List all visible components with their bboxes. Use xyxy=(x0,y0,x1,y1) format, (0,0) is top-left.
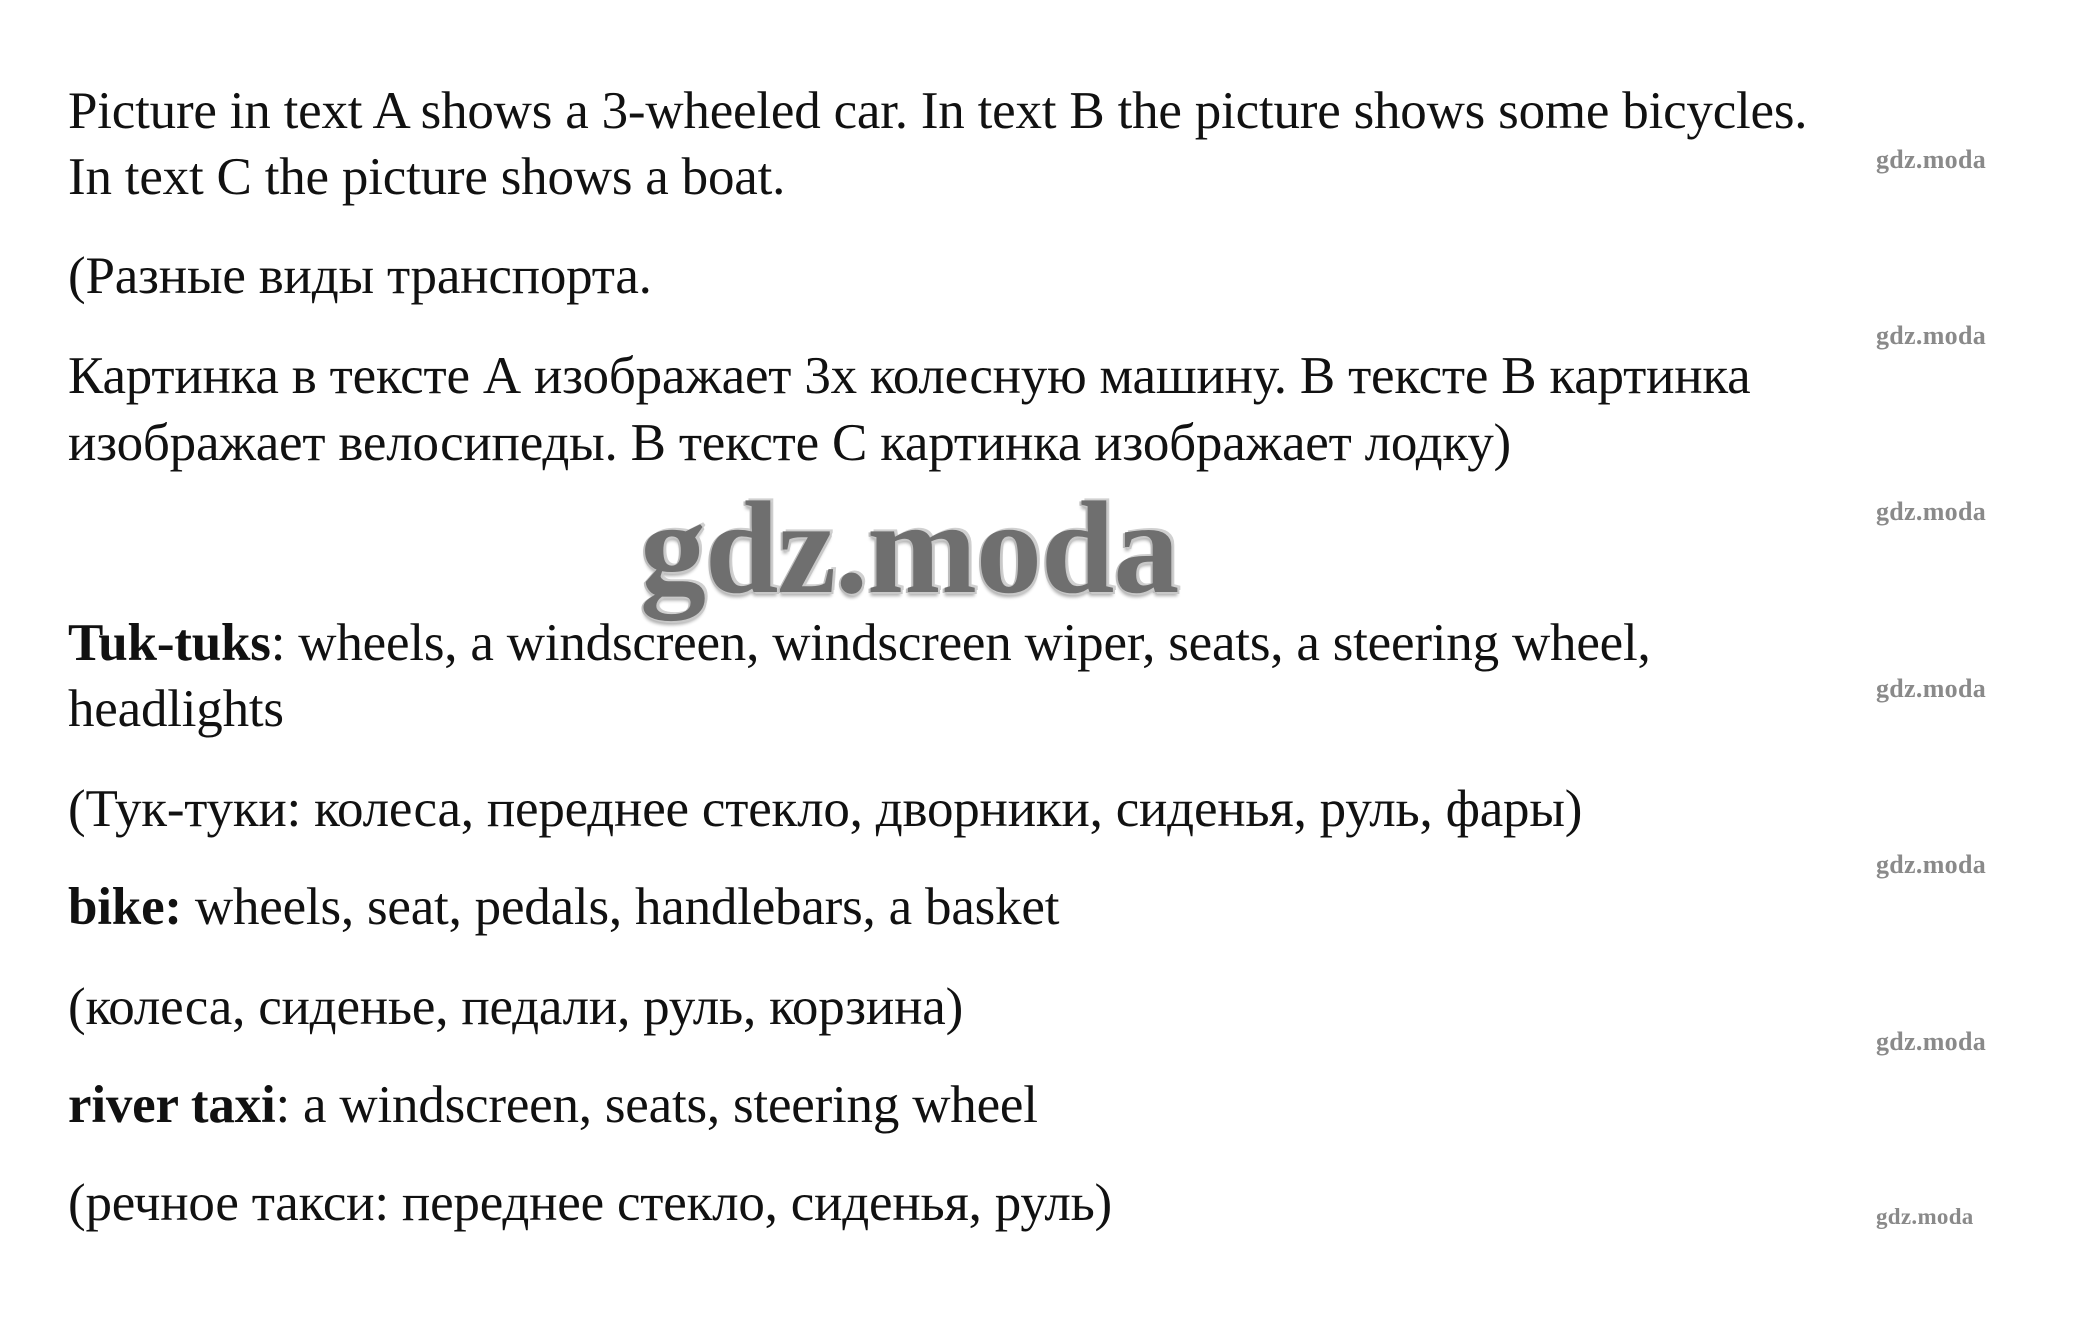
river-taxi-term: river taxi xyxy=(68,1076,276,1134)
paragraph-ru-line-1: Картинка в тексте А изображает 3х колесную машину. В тексте В картинка xyxy=(68,347,1751,405)
paragraph-en-line-1: Picture in text A shows a 3-wheeled car. In text B the picture shows some bicycles. xyxy=(68,82,1808,140)
tuk-tuks-translation: (Тук-туки: колеса, переднее стекло, дворники, сиденья, руль, фары) xyxy=(68,780,1583,838)
bike-line xyxy=(68,874,1059,940)
tuk-tuks-parts: : wheels, a windscreen, windscreen wiper, seats, a steering wheel, xyxy=(270,614,1651,672)
tuk-tuks-line-2: headlights xyxy=(68,680,284,738)
river-taxi-parts: : a windscreen, seats, steering wheel xyxy=(275,1076,1038,1134)
watermark-small: gdz.moda xyxy=(1876,497,1987,526)
watermark-small: gdz.moda xyxy=(1876,1027,1987,1056)
watermark-small: gdz.moda xyxy=(1876,321,1987,350)
river-taxi-translation: (речное такси: переднее стекло, сиденья, руль) xyxy=(68,1174,1112,1232)
bike-translation: (колеса, сиденье, педали, руль, корзина) xyxy=(68,978,964,1036)
watermark-small: gdz.moda xyxy=(1876,145,1987,174)
paragraph-ru-line-2: изображает велосипеды. В тексте С картинка изображает лодку) xyxy=(68,414,1511,472)
river-taxi-line xyxy=(68,1072,1038,1138)
paragraph-en-line-2: In text C the picture shows a boat. xyxy=(68,148,786,206)
watermark-small: gdz.moda xyxy=(1876,850,1987,879)
watermark-large: gdz.moda xyxy=(640,474,1179,621)
watermark-small: gdz.moda xyxy=(1876,674,1987,703)
watermark-small: gdz.moda xyxy=(1876,1204,1974,1229)
bike-parts: wheels, seat, pedals, handlebars, a basket xyxy=(181,878,1060,936)
paragraph-ru-title: (Разные виды транспорта. xyxy=(68,247,652,305)
bike-term: bike: xyxy=(68,878,182,936)
tuk-tuks-term: Tuk-tuks xyxy=(68,614,271,672)
tuk-tuks-line-1 xyxy=(68,610,1651,676)
